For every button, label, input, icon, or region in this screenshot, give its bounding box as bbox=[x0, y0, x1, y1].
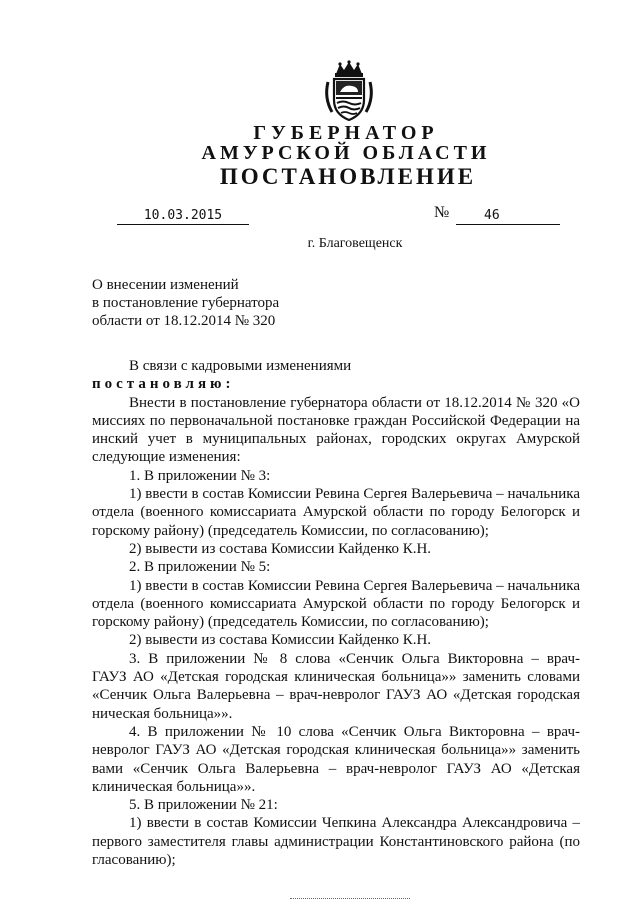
paragraph-line: 1) ввести в состав Комиссии Чепкина Александра Александровича – bbox=[129, 815, 580, 832]
paragraph-line: «Сенчик Ольга Валерьевна – врач-невролог ГАУЗ АО «Детская городская bbox=[92, 687, 580, 704]
paragraph-line: 2) вывести из состава Комиссии Кайденко К.Н. bbox=[129, 632, 432, 649]
paragraph-line: Внести в постановление губернатора области от 18.12.2014 № 320 «О bbox=[129, 394, 580, 411]
city-name: г. Благовещенск bbox=[307, 236, 403, 251]
paragraph-line: вами «Сенчик Ольга Валерьевна – врач-невролог ГАУЗ АО «Детская bbox=[92, 760, 580, 777]
preamble: В связи с кадровыми изменениями bbox=[129, 358, 352, 374]
document-type-title: ПОСТАНОВЛЕНИЕ bbox=[219, 164, 477, 189]
paragraph-line: отдела (военного комиссариата Амурской области по городу Белогорск и bbox=[92, 595, 580, 612]
subject-line: области от 18.12.2014 № 320 bbox=[92, 313, 276, 329]
paragraph-line: горскому району) (председатель Комиссии, по согласованию); bbox=[92, 522, 489, 539]
header-title-region: АМУРСКОЙ ОБЛАСТИ bbox=[201, 142, 491, 164]
paragraph-line: следующие изменения: bbox=[92, 449, 241, 466]
number-sign: № bbox=[434, 204, 450, 221]
paragraph-line: инский учет в муниципальных районах, городских округах Амурской bbox=[92, 431, 580, 448]
document-subject bbox=[92, 276, 279, 330]
page-edge-divider bbox=[290, 898, 410, 899]
amur-region-coat-of-arms-icon bbox=[322, 60, 376, 122]
paragraph-line: отдела (военного комиссариата Амурской области по городу Белогорск и bbox=[92, 504, 580, 521]
decree-word: постановляю: bbox=[92, 376, 235, 393]
paragraph-line: ническая больница»». bbox=[92, 705, 233, 722]
document-date: 10.03.2015 bbox=[117, 208, 249, 225]
paragraph-line: 4. В приложении № 10 слова «Сенчик Ольга Викторовна – врач- bbox=[129, 723, 580, 740]
paragraph-line: гласованию); bbox=[92, 852, 176, 869]
item-heading: 2. В приложении № 5: bbox=[129, 559, 271, 576]
paragraph-line: 2) вывести из состава Комиссии Кайденко К.Н. bbox=[129, 540, 432, 557]
paragraph-line: миссиях по первоначальной постановке граждан Российской Федерации на bbox=[92, 412, 580, 429]
paragraph-line: горскому району) (председатель Комиссии, по согласованию); bbox=[92, 614, 489, 631]
paragraph-line: клиническая больница»». bbox=[92, 778, 256, 795]
document-body bbox=[92, 357, 580, 869]
item-heading: 5. В приложении № 21: bbox=[129, 797, 278, 814]
paragraph-line: первого заместителя главы администрации Константиновского района (по bbox=[92, 833, 580, 850]
subject-line: в постановление губернатора bbox=[92, 295, 280, 311]
paragraph-line: ГАУЗ АО «Детская городская клиническая больница»» заменить словами bbox=[92, 669, 580, 686]
subject-line: О внесении изменений bbox=[92, 277, 239, 293]
item-heading: 1. В приложении № 3: bbox=[129, 467, 271, 484]
document-number: 46 bbox=[456, 208, 560, 225]
paragraph-line: 3. В приложении № 8 слова «Сенчик Ольга Викторовна – врач- bbox=[129, 650, 580, 667]
paragraph-line: 1) ввести в состав Комиссии Ревина Сергея Валерьевича – начальника bbox=[129, 577, 580, 594]
paragraph-line: невролог ГАУЗ АО «Детская городская клиническая больница»» заменить bbox=[92, 742, 580, 759]
header-title-governor: ГУБЕРНАТОР bbox=[253, 122, 439, 144]
paragraph-line: 1) ввести в состав Комиссии Ревина Сергея Валерьевича – начальника bbox=[129, 486, 580, 503]
